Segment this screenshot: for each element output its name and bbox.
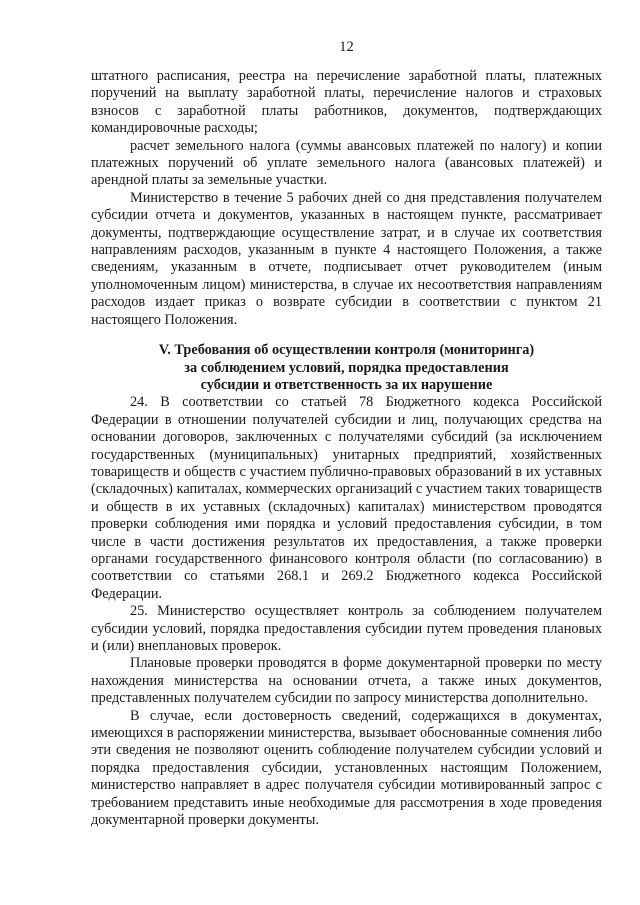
- paragraph-land-tax: расчет земельного налога (суммы авансовых платежей по налогу) и копии платежных поручений об уплате земельного налога (авансовых платежей) и арендной платы за земельные участки.: [91, 137, 602, 189]
- paragraph-reliability-doubts: В случае, если достоверность сведений, содержащихся в документах, имеющихся в распоряжении министерства, вызывает обоснованные сомнения либо эти сведения не позволяют оценить соблюдение получателем субсидии условий и порядка предоставления субсидии, установленных настоящим Положением, министерство направляет в адрес получателя субсидии мотивированный запрос с требованием представить иные необходимые для рассмотрения в ходе проведения документарной проверки документы.: [91, 707, 602, 829]
- paragraph-ministry-review: Министерство в течение 5 рабочих дней со дня представления получателем субсидии отчета и документов, указанных в настоящем пункте, рассматривает документы, подтверждающие осуществление затрат, и в случае их соответствия направлениям расходов, указанным в пункте 4 настоящего Положения, а также сведениям, указанным в отчете, подписывает отчет руководителем (иным уполномоченным лицом) министерства, в случае их несоответствия направлениям расходов издает приказ о возврате субсидии в соответствии с пунктом 21 настоящего Положения.: [91, 189, 602, 328]
- paragraph-24: 24. В соответствии со статьей 78 Бюджетного кодекса Российской Федерации в отношении получателей субсидии и лиц, получающих средства на основании договоров, заключенных с получателями субсидий (за исключением государственных (муниципальных) унитарных предприятий, хозяйственных товариществ и обществ с участием публично-правовых образований в их уставных (складочных) капиталах, коммерческих организаций с участием таких товариществ и обществ в их уставных (складочных) капиталах) министерством проводятся проверки соблюдения ими порядка и условий предоставления субсидии, в том числе в части достижения результатов их предоставления, а также проверки органами государственного финансового контроля области (по согласованию) в соответствии со статьями 268.1 и 269.2 Бюджетного кодекса Российской Федерации.: [91, 394, 602, 602]
- paragraph-staff-schedule: штатного расписания, реестра на перечисление заработной платы, платежных поручений на выплату заработной платы, перечисление налогов и страховых взносов с заработной платы работников, документов, подтверждающих командировочные расходы;: [91, 68, 602, 137]
- paragraph-25: 25. Министерство осуществляет контроль за соблюдением получателем субсидии условий, порядка предоставления субсидии путем проведения плановых и (или) внеплановых проверок.: [91, 603, 602, 654]
- paragraph-planned-checks: Плановые проверки проводятся в форме документарной проверки по месту нахождения министерства на основании отчета, а также иных документов, представленных получателем субсидии по запросу министерства дополнительно.: [91, 655, 602, 707]
- page-number: 12: [339, 39, 354, 55]
- section-title-line-2: за соблюдением условий, порядка предоставления: [184, 359, 509, 376]
- section-title: [91, 342, 602, 394]
- section-title-line-3: субсидии и ответственность за их нарушение: [200, 376, 493, 393]
- section-title-line-1: V. Требования об осуществлении контроля (мониторинга): [158, 342, 535, 359]
